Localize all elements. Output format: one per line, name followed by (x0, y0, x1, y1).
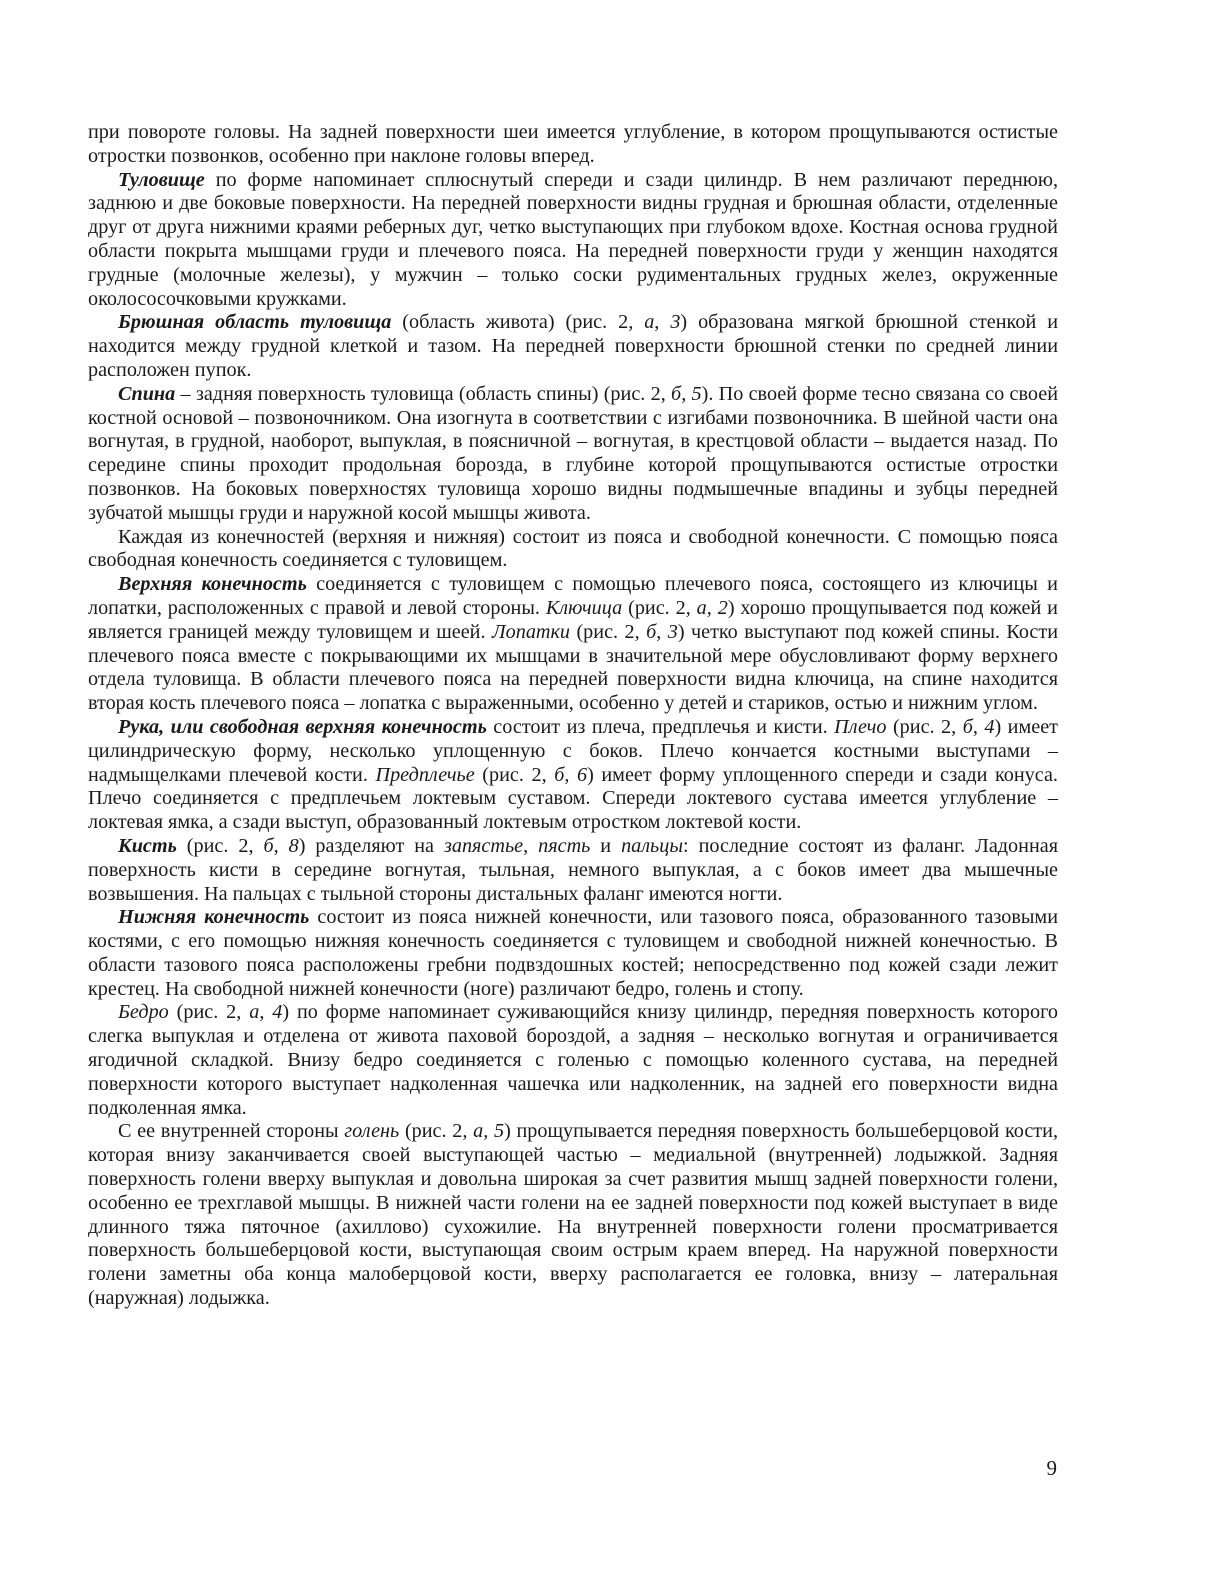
italic-text: Лопатки (491, 620, 571, 643)
body-text: С ее внутренней стороны (118, 1120, 345, 1143)
italic-text: голень (344, 1120, 400, 1143)
italic-text: Бедро (118, 1001, 169, 1024)
body-text: соединяется с туловищем с помощью плечевого пояса, состоящего из ключицы и лопатки, расположенных с правой и левой стороны. (88, 573, 1058, 619)
body-text: по форме напоминает сплюснутый спереди и сзади цилиндр. В нем различают переднюю, заднюю и две боковые поверхности. На передней поверхности видны грудная и брюшная области, отделенные друг от друга нижними краями реберных дуг, четко выступающих при глубоком вдохе. Костная основа грудной области покрыта мышцами груди и плечевого пояса. На передней поверхности груди у женщин находятся грудные (молочные железы), у мужчин – только соски рудиментальных грудных желез, окруженные околососочковыми кружками. (88, 168, 1058, 310)
italic-text: 5 (691, 382, 702, 405)
body-text: (рис. 2, (622, 596, 697, 619)
body-text: , (259, 1001, 273, 1024)
italic-text: 8 (288, 834, 299, 857)
italic-text: Предплечье (375, 763, 475, 786)
body-text: (рис. 2, (399, 1120, 474, 1143)
body-text: (рис. 2, (570, 620, 647, 643)
body-text: , (706, 596, 718, 619)
body-text: (область живота) (рис. 2, (391, 311, 645, 334)
paragraph-thigh (88, 1001, 1058, 1120)
paragraph-hand (88, 835, 1058, 906)
body-text: ) по форме напоминает суживающийся книзу цилиндр, передняя поверхность которого слегка выпуклая и отделена от живота паховой бороздой, а задняя – несколько вогнутая и ограничивается ягодичной складкой. Внизу бедро соединяется с голенью с помощью коленного сустава, на передней поверхности которого выступает надколенная чашечка или надколенник, на задней его поверхности видна подколенная ямка. (88, 1001, 1058, 1119)
body-text: , (654, 311, 671, 334)
term-heading: Кисть (118, 834, 177, 857)
italic-text: 3 (670, 311, 681, 334)
paragraph-arm (88, 716, 1058, 835)
body-text: , (681, 382, 692, 405)
body-text: ) прощупывается передняя поверхность большеберцовой кости, которая внизу заканчивается своей выступающей частью – медиальной (внутренней) лодыжкой. Задняя поверхность голени вверху выпуклая и довольна широкая за счет развития мышц задней поверхности голени, особенно ее трехглавой мышцы. В нижней части голени на ее задней поверхности под кожей выступает в виде длинного тяжа пяточное (ахиллово) сухожилие. На внутренней поверхности голени просматривается поверхность большеберцовой кости, выступающая своим острым краем вперед. На наружной поверхности голени заметны оба конца малоберцовой кости, вверху располагается ее головка, внизу – латеральная (наружная) лодыжка. (88, 1120, 1058, 1310)
body-text: (рис. 2, (176, 834, 264, 857)
term-heading: Нижняя конечность (118, 906, 310, 929)
italic-text: Плечо (834, 715, 887, 738)
term-heading: Верхняя конечность (118, 573, 307, 596)
italic-text: б (554, 763, 565, 786)
body-text: ) хорошо прощупывается под кожей и является границей между туловищем и шеей. (88, 596, 1058, 643)
italic-text: б (962, 715, 973, 738)
paragraph-lower-limb (88, 906, 1058, 1001)
term-heading: Брюшная область туловища (118, 311, 392, 334)
body-text: , (564, 763, 577, 786)
italic-text: пальцы (621, 834, 684, 857)
italic-text: пясть (538, 834, 591, 857)
page-number: 9 (1046, 1456, 1057, 1480)
page-body (88, 121, 1058, 1311)
term-heading: Рука, или свободная верхняя конечность (118, 715, 487, 738)
italic-text: а (473, 1120, 484, 1143)
body-text: , (656, 620, 668, 643)
body-text: – задняя поверхность туловища (область спины) (рис. 2, (175, 382, 672, 405)
italic-text: а (249, 1001, 260, 1024)
body-text: состоит из пояса нижней конечности, или тазового пояса, образованного тазовыми костями, с его помощью нижняя конечность соединяется с туловищем и свободной нижней конечностью. В области тазового пояса расположены гребни подвздошных костей; непосредственно под кожей сзади лежит крестец. На свободной нижней конечности (ноге) различают бедро, голень и стопу. (88, 906, 1059, 1000)
italic-text: б (263, 834, 274, 857)
body-text: , (523, 834, 539, 857)
body-text: , (972, 715, 985, 738)
italic-text: а (696, 596, 707, 619)
italic-text: 4 (984, 715, 995, 738)
italic-text: 2 (717, 596, 728, 619)
body-text: Каждая из конечностей (верхняя и нижняя) состоит из пояса и свободной конечности. С помощью пояса свободная конечность соединяется с туловищем. (88, 525, 1058, 572)
italic-text: 6 (576, 763, 588, 786)
body-text: (рис. 2, (474, 763, 555, 786)
italic-text: 3 (667, 620, 678, 643)
body-text: и (590, 834, 622, 857)
body-text: , (483, 1120, 494, 1143)
italic-text: б (671, 382, 682, 405)
italic-text: а (644, 311, 655, 334)
term-heading: Спина (118, 382, 176, 405)
body-text: (рис. 2, (886, 715, 963, 738)
body-text: при повороте головы. На задней поверхности шеи имеется углубление, в котором прощупываются остистые отростки позвонков, особенно при наклоне головы вперед. (88, 121, 1058, 167)
paragraph-limbs-general (88, 526, 1058, 574)
paragraph-back (88, 383, 1058, 526)
body-text: (рис. 2, (168, 1001, 250, 1024)
term-heading: Туловище (118, 168, 205, 191)
italic-text: Ключица (545, 596, 623, 619)
italic-text: б (646, 620, 657, 643)
body-text: ) имеет форму уплощенного спереди и сзади конуса. Плечо соединяется с предплечьем локтевым суставом. Спереди локтевого сустава имеется углубление – локтевая ямка, а сзади выступ, образованный локтевым отростком локтевой кости. (88, 763, 1058, 834)
paragraph-upper-limb (88, 573, 1058, 716)
italic-text: 4 (272, 1001, 283, 1024)
body-text: ) четко выступают под кожей спины. Кости плечевого пояса вместе с покрывающими их мышцами в значительной мере обусловливают форму верхнего отдела туловища. В области плечевого пояса на передней поверхности видна ключица, на спине находится вторая кость плечевого пояса – лопатка с выраженными, особенно у детей и стариков, остью и нижним углом. (88, 620, 1059, 715)
body-text: , (273, 834, 289, 857)
paragraph-neck-continued (88, 121, 1058, 169)
body-text: ) имеет цилиндрическую форму, несколько уплощенную с боков. Плечо кончается костными выступами – надмыщелками плечевой кости. (88, 715, 1058, 786)
italic-text: запястье (443, 834, 524, 857)
body-text: ) образована мягкой брюшной стенкой и находится между грудной клеткой и тазом. На передней поверхности брюшной стенки по средней линии расположен пупок. (88, 311, 1058, 381)
paragraph-abdominal-region (88, 311, 1058, 382)
paragraph-torso (88, 169, 1058, 312)
body-text: : последние состоят из фаланг. Ладонная поверхность кисти в середине вогнутая, тыльная, немного выпуклая, а с боков имеет два мышечные возвышения. На пальцах с тыльной стороны дистальных фаланг имеются ногти. (88, 834, 1059, 905)
body-text: состоит из плеча, предплечья и кисти. (486, 715, 835, 738)
paragraph-shin (88, 1120, 1058, 1310)
italic-text: 5 (493, 1120, 505, 1143)
body-text: ). По своей форме тесно связана со своей костной основой – позвоночником. Она изогнута в соответствии с изгибами позвоночника. В шейной части она вогнутая, в грудной, наоборот, выпуклая, в поясничной – вогнутая, в крестцовой области – выдается назад. По середине спины проходит продольная борозда, в глубине которой прощупываются остистые отростки позвонков. На боковых поверхностях туловища хорошо видны подмышечные впадины и зубцы передней зубчатой мышцы груди и наружной косой мышцы живота. (88, 382, 1058, 524)
body-text: ) разделяют на (298, 834, 444, 857)
